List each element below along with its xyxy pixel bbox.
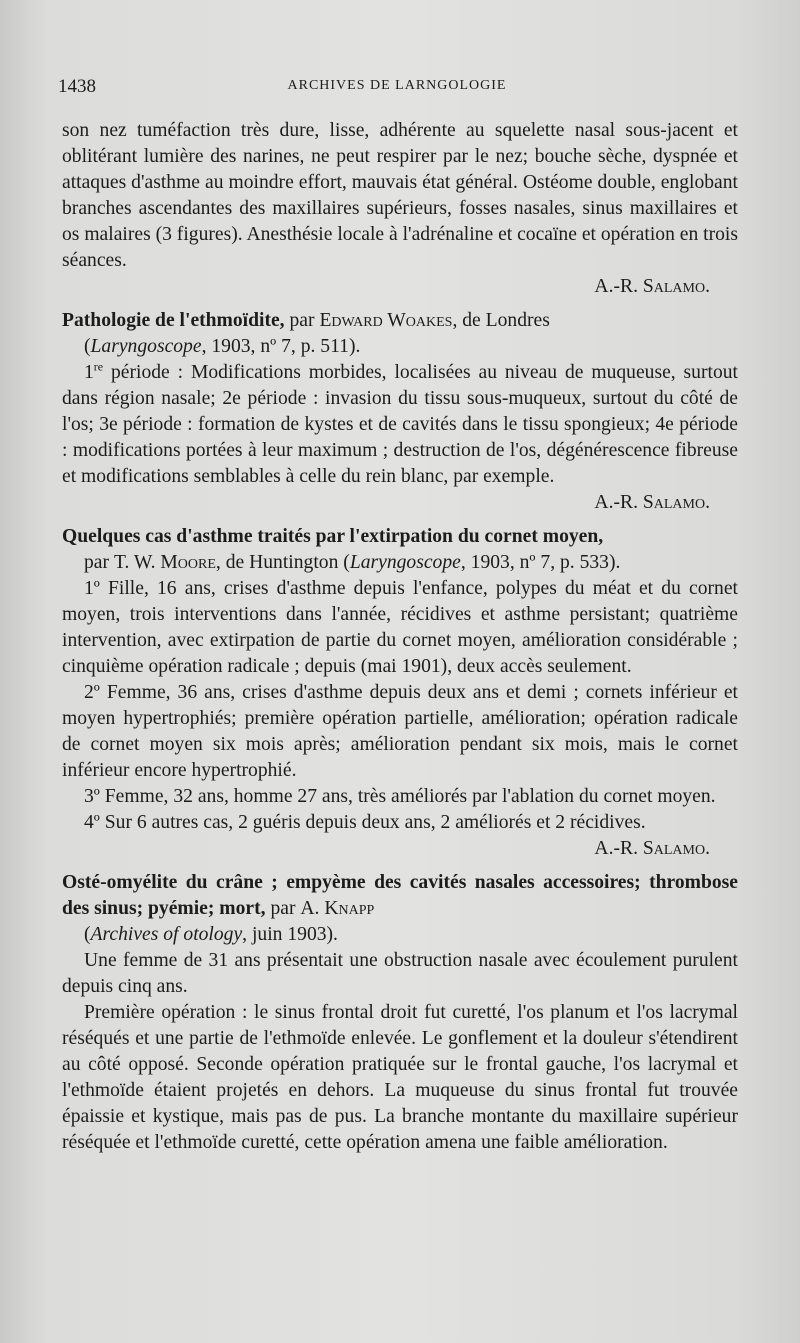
running-title: ARCHIVES DE LARNGOLOGIE (287, 78, 507, 93)
article-title: Osté-omyélite du crâne ; empyème des cavités nasales accessoires; thrombose des sinus; pyémie; mort, (62, 872, 738, 919)
byline: par T. W. Moore, de Huntington (Laryngoscope, 1903, nº 7, p. 533). (84, 552, 621, 573)
page-header (58, 76, 736, 100)
author: A. Knapp (300, 898, 375, 919)
reference: (Laryngoscope, 1903, nº 7, p. 511). (84, 336, 361, 357)
signature: A.-R. Salamo. (594, 838, 710, 859)
article-title: Pathologie de l'ethmoïdite, (62, 310, 285, 331)
journal: Laryngoscope (90, 336, 202, 357)
body-paragraph: 4º Sur 6 autres cas, 2 guéris depuis deux ans, 2 améliorés et 2 récidives. (84, 812, 646, 833)
byline-pre: par (270, 898, 296, 919)
page-body (62, 118, 738, 1156)
ordinal: 1 (84, 362, 94, 383)
body-paragraph: 1º Fille, 16 ans, crises d'asthme depuis l'enfance, polypes du méat et du cornet moyen, trois interventions dans l'année, récidives et asthme persistant; quatrième intervention, avec extirpation de partie du cornet moyen, amélioration considérable ; cinquième opération radicale ; depuis (mai 1901), deux accès seulement. (62, 578, 738, 677)
page-number: 1438 (58, 76, 96, 97)
byline-post: , de Huntington (215, 552, 339, 573)
ref-detail: , 1903, nº 7, p. 511). (201, 336, 361, 357)
continuation-paragraph: son nez tuméfaction très dure, lisse, adhérente au squelette nasal sous-jacent et oblitérant lumière des narines, ne peut respirer par le nez; bouche sèche, dyspnée et attaques d'asthme au moindre effort, mauvais état général. Ostéome double, englobant branches ascendantes des maxillaires supérieurs, fosses nasales, sinus maxillaires et os malaires (3 figures). Anesthésie locale à l'adrénaline et cocaïne et opération en trois séances. (62, 120, 738, 271)
reference: (Archives of otology, juin 1903). (84, 924, 338, 945)
paragraph-text: période : Modifications morbides, localisées au niveau de muqueuse, surtout dans région nasale; 2e période : invasion du tissu sous-muqueux, surtout du côté de l'os; 3e période : formation de kystes et de cavités dans le tissu spongieux; 4e période : modifications portées à leur maximum ; destruction de l'os, dégénérescence fibreuse et modifications semblables à celle du rein blanc, par exemple. (62, 362, 738, 487)
journal: Laryngoscope (349, 552, 461, 573)
body-paragraph: 2º Femme, 36 ans, crises d'asthme depuis deux ans et demi ; cornets inférieur et moyen hypertrophiés; première opération partielle, amélioration; opération radicale de cornet moyen six mois après; amélioration pendant six mois, mais le cornet inférieur encore hypertrophié. (62, 682, 738, 781)
author: T. W. Moore (113, 552, 216, 573)
ordinal-suffix: re (93, 359, 104, 374)
article-heading (62, 308, 738, 334)
journal: Archives of otology (90, 924, 243, 945)
ref-detail: , 1903, nº 7, p. 533). (460, 552, 621, 573)
signature: A.-R. Salamo. (594, 276, 710, 297)
byline-post: , de Londres (452, 310, 550, 331)
article-title: Quelques cas d'asthme traités par l'extirpation du cornet moyen, (62, 526, 604, 547)
author: Edward Woakes (319, 310, 453, 331)
body-paragraph (62, 360, 738, 490)
article-heading (62, 870, 738, 922)
byline-pre: par (84, 552, 110, 573)
signature: A.-R. Salamo. (594, 492, 710, 513)
ref-detail: , juin 1903). (242, 924, 338, 945)
article-heading (62, 524, 738, 550)
body-paragraph: Une femme de 31 ans présentait une obstruction nasale avec écoulement purulent depuis cinq ans. (62, 950, 738, 997)
byline-pre: par (289, 310, 315, 331)
body-paragraph: 3º Femme, 32 ans, homme 27 ans, très améliorés par l'ablation du cornet moyen. (84, 786, 716, 807)
body-paragraph: Première opération : le sinus frontal droit fut curetté, l'os planum et l'os lacrymal réséqués et une partie de l'ethmoïde enlevée. Le gonflement et la douleur s'étendirent au côté opposé. Seconde opération pratiquée sur le frontal gauche, l'os lacrymal et l'ethmoïde étaient projetés en dehors. La muqueuse du sinus frontal fut trouvée épaissie et kystique, mais pas de pus. La branche montante du maxillaire supérieur réséquée et l'ethmoïde curetté, cette opération amena une faible amélioration. (62, 1002, 738, 1153)
